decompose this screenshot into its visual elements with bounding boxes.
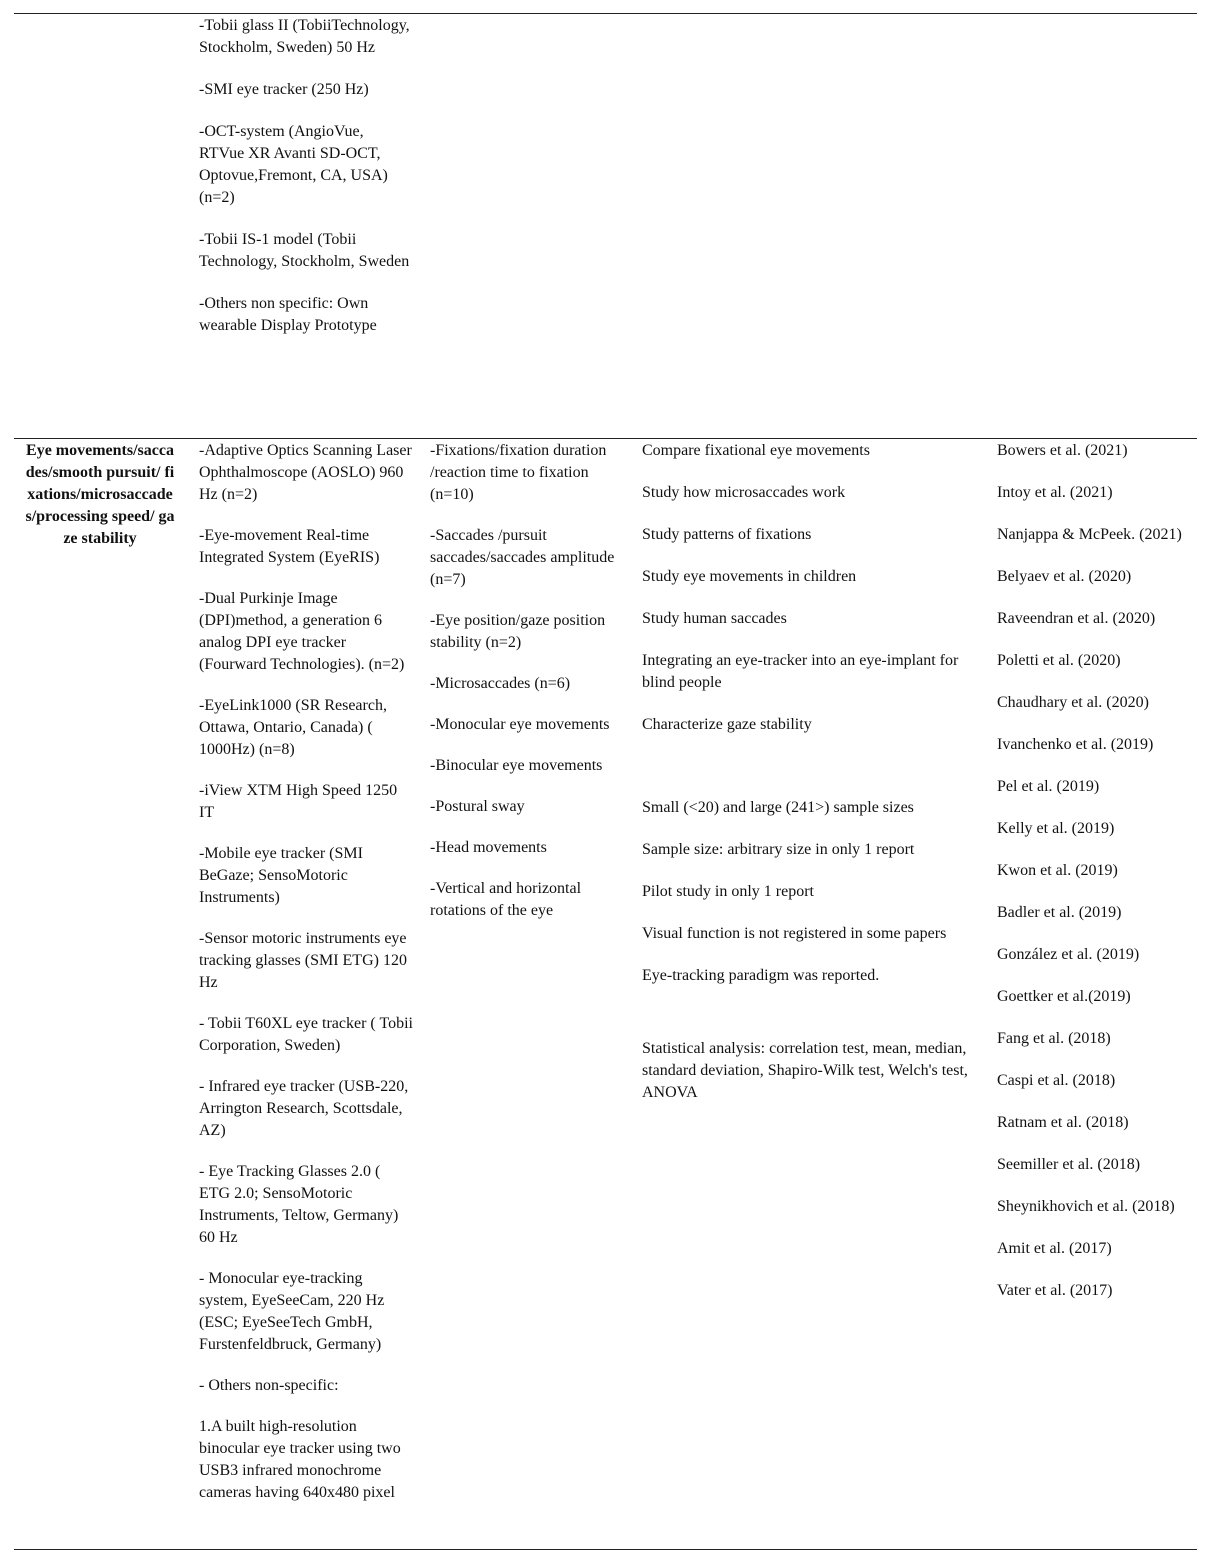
aim-item: Study how microsaccades work: [642, 484, 846, 501]
measure-item: -Postural sway: [430, 798, 525, 815]
aim-item: Characterize gaze stability: [642, 716, 812, 733]
device-item: -Sensor motoric instruments eye tracking glasses (SMI ETG) 120 Hz: [199, 930, 407, 991]
reference-item: Nanjappa & McPeek. (2021): [997, 526, 1182, 543]
finding-item: Small (<20) and large (241>) sample sizes: [642, 799, 914, 816]
reference-item: Ivanchenko et al. (2019): [997, 736, 1154, 753]
reference-item: Fang et al. (2018): [997, 1030, 1111, 1047]
reference-item: Caspi et al. (2018): [997, 1072, 1116, 1089]
aim-item: Integrating an eye-tracker into an eye-implant for blind people: [642, 652, 959, 691]
measure-item: -Microsaccades (n=6): [430, 675, 571, 692]
device-item: -OCT-system (AngioVue, RTVue XR Avanti SD-OCT, Optovue,Fremont, CA, USA) (n=2): [199, 123, 388, 206]
measure-item: -Fixations/fixation duration /reaction time to fixation (n=10): [430, 442, 607, 503]
reference-item: Sheynikhovich et al. (2018): [997, 1198, 1175, 1215]
measure-item: -Monocular eye movements: [430, 716, 610, 733]
device-item: -Tobii IS-1 model (Tobii Technology, Stockholm, Sweden: [199, 231, 410, 270]
finding-item: Sample size: arbitrary size in only 1 report: [642, 841, 915, 858]
measure-item: -Binocular eye movements: [430, 757, 603, 774]
aim-item: Study human saccades: [642, 610, 787, 627]
reference-item: Seemiller et al. (2018): [997, 1156, 1141, 1173]
device-item: - Tobii T60XL eye tracker ( Tobii Corporation, Sweden): [199, 1015, 413, 1054]
reference-item: Raveendran et al. (2020): [997, 610, 1156, 627]
table-bottom-rule: [14, 1549, 1197, 1550]
table-top-rule: [14, 13, 1197, 14]
category-cell: [24, 440, 176, 550]
reference-item: Kwon et al. (2019): [997, 862, 1118, 879]
reference-item: Amit et al. (2017): [997, 1240, 1112, 1257]
aims-findings-cell: [642, 440, 977, 1124]
reference-item: Vater et al. (2017): [997, 1282, 1113, 1299]
reference-item: Goettker et al.(2019): [997, 988, 1131, 1005]
measure-item: -Saccades /pursuit saccades/saccades amplitude (n=7): [430, 527, 615, 588]
devices-cell: [199, 440, 414, 1523]
device-item: - Others non-specific:: [199, 1377, 339, 1394]
device-item: 1.A built high-resolution binocular eye tracker using two USB3 infrared monochrome cameras having 640x480 pixel: [199, 1418, 401, 1501]
reference-item: Bowers et al. (2021): [997, 442, 1128, 459]
measures-cell: [430, 440, 620, 941]
top-devices-cell: [199, 15, 411, 357]
device-item: - Monocular eye-tracking system, EyeSeeCam, 220 Hz (ESC; EyeSeeTech GmbH, Furstenfeldbruck, Germany): [199, 1270, 385, 1353]
finding-item: Pilot study in only 1 report: [642, 883, 814, 900]
statistics-item: Statistical analysis: correlation test, mean, median, standard deviation, Shapiro-Wilk test, Welch's test, ANOVA: [642, 1040, 968, 1101]
category-label: Eye movements/saccades/smooth pursuit/ fixations/microsaccades/processing speed/ gaze stability: [25, 442, 175, 547]
device-item: -EyeLink1000 (SR Research, Ottawa, Ontario, Canada) ( 1000Hz) (n=8): [199, 697, 387, 758]
measure-item: -Eye position/gaze position stability (n=2): [430, 612, 606, 651]
reference-item: Poletti et al. (2020): [997, 652, 1121, 669]
device-item: -Tobii glass II (TobiiTechnology, Stockholm, Sweden) 50 Hz: [199, 17, 410, 56]
reference-item: Kelly et al. (2019): [997, 820, 1115, 837]
device-item: - Eye Tracking Glasses 2.0 ( ETG 2.0; SensoMotoric Instruments, Teltow, Germany) 60 Hz: [199, 1163, 399, 1246]
reference-item: Badler et al. (2019): [997, 904, 1122, 921]
reference-item: Ratnam et al. (2018): [997, 1114, 1129, 1131]
reference-item: González et al. (2019): [997, 946, 1140, 963]
reference-item: Intoy et al. (2021): [997, 484, 1113, 501]
device-item: -Eye-movement Real-time Integrated System (EyeRIS): [199, 527, 380, 566]
references-cell: [997, 440, 1187, 1322]
device-item: -Dual Purkinje Image (DPI)method, a generation 6 analog DPI eye tracker (Fourward Technologies). (n=2): [199, 590, 405, 673]
reference-item: Chaudhary et al. (2020): [997, 694, 1149, 711]
device-item: -Others non specific: Own wearable Display Prototype: [199, 295, 377, 334]
device-item: -Mobile eye tracker (SMI BeGaze; SensoMotoric Instruments): [199, 845, 363, 906]
aim-item: Compare fixational eye movements: [642, 442, 870, 459]
aim-item: Study eye movements in children: [642, 568, 857, 585]
device-item: - Infrared eye tracker (USB-220, Arrington Research, Scottsdale, AZ): [199, 1078, 409, 1139]
device-item: -iView XTM High Speed 1250 IT: [199, 782, 398, 821]
device-item: -SMI eye tracker (250 Hz): [199, 81, 369, 98]
section-divider-rule: [14, 438, 1197, 439]
device-item: -Adaptive Optics Scanning Laser Ophthalmoscope (AOSLO) 960 Hz (n=2): [199, 442, 412, 503]
finding-item: Visual function is not registered in some papers: [642, 925, 947, 942]
aim-item: Study patterns of fixations: [642, 526, 812, 543]
finding-item: Eye-tracking paradigm was reported.: [642, 967, 880, 984]
measure-item: -Head movements: [430, 839, 547, 856]
reference-item: Belyaev et al. (2020): [997, 568, 1132, 585]
measure-item: -Vertical and horizontal rotations of the eye: [430, 880, 582, 919]
reference-item: Pel et al. (2019): [997, 778, 1100, 795]
